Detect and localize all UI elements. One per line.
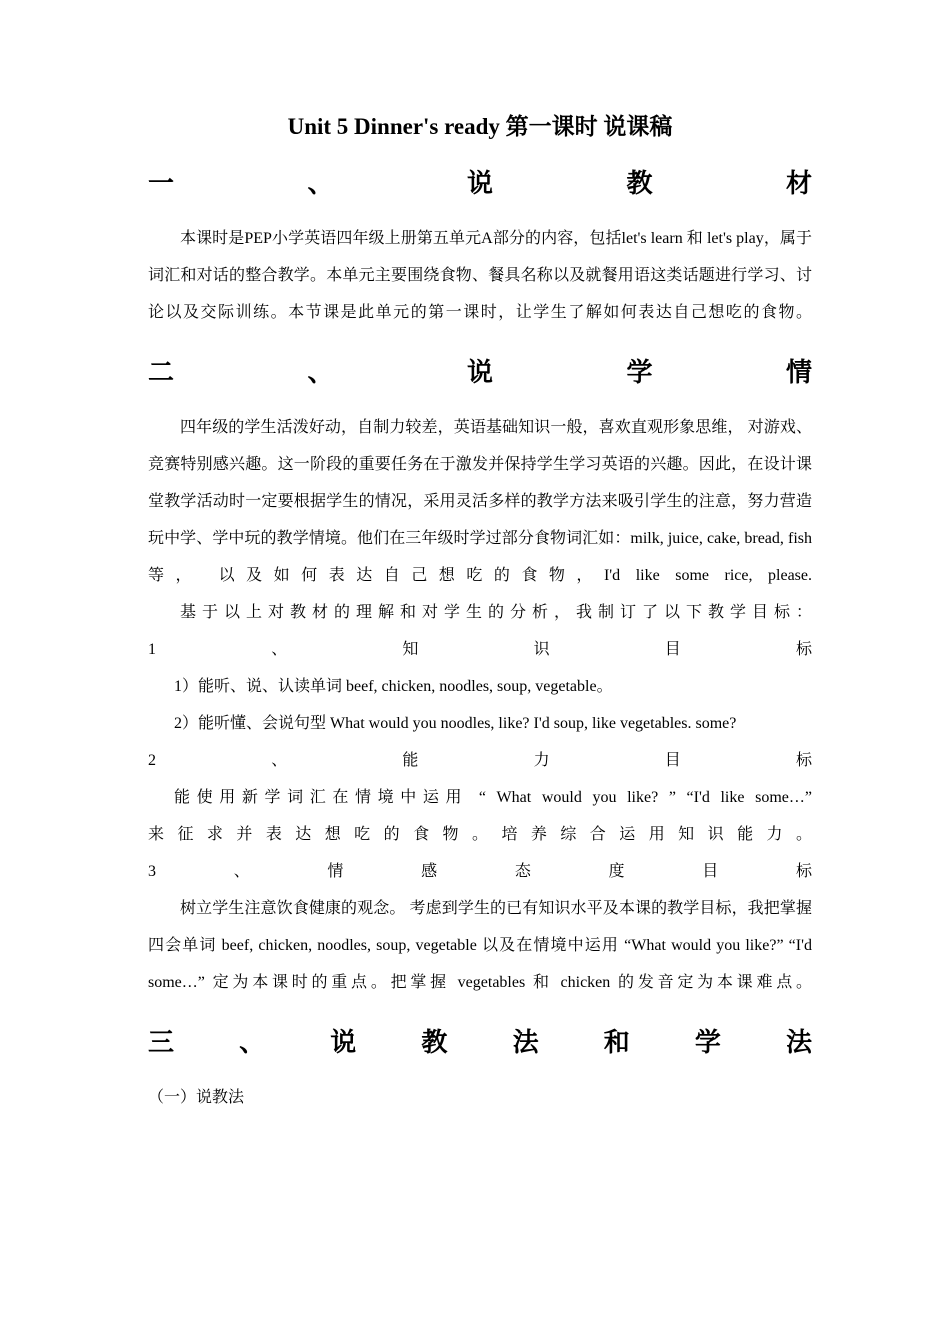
goal2-text-line1: 能使用新学词汇在情境中运用 “ What would you like? ” “I'd like some…”	[174, 789, 812, 806]
section3-heading: 三、说教法和学法	[148, 1028, 812, 1057]
section3-paragraph: （一）说教法	[148, 1089, 245, 1106]
teaching-goals-intro: 基于以上对教材的理解和对学生的分析，我制订了以下教学目标：	[180, 604, 812, 621]
goal3-heading: 3、情感态度目标	[148, 863, 812, 880]
goal1-item1: 1）能听、说、认读单词 beef, chicken, noodles, soup, vegetable。	[174, 678, 613, 695]
goal3-text: 树立学生注意饮食健康的观念。 考虑到学生的已有知识水平及本课的教学目标，我把掌握四会单词 beef, chicken, noodles, soup, vegetable 以及在情境中运用 “What would you like?” “I'd some…” 定为本课时的重点。把掌握 vegetables 和 chicken 的发音定为本课难点。	[148, 900, 812, 991]
document-title: Unit 5 Dinner's ready 第一课时 说课稿	[287, 114, 673, 139]
goal2-text-line2: 来征求并表达想吃的食物。培养综合运用知识能力。	[148, 826, 812, 843]
goal2-heading: 2、能力目标	[148, 752, 812, 769]
section2-paragraph: 四年级的学生活泼好动，自制力较差，英语基础知识一般，喜欢直观形象思维， 对游戏、竞赛特别感兴趣。这一阶段的重要任务在于激发并保持学生学习英语的兴趣。因此，在设计课堂教学活动时一定要根据学生的情况，采用灵活多样的教学方法来吸引学生的注意，努力营造玩中学、学中玩的教学情境。他们在三年级时学过部分食物词汇如：milk, juice, cake, bread, fish 等， 以及如何表达自己想吃的食物，I'd like some rice, please.	[148, 419, 812, 584]
section1-heading: 一、说教材	[148, 169, 812, 198]
goal1-heading: 1、知识目标	[148, 641, 812, 658]
section2-heading: 二、说学情	[148, 358, 812, 387]
section1-paragraph: 本课时是PEP小学英语四年级上册第五单元A部分的内容，包括let's learn 和 let's play，属于词汇和对话的整合教学。本单元主要围绕食物、餐具名称以及就餐用语这类话题进行学习、讨论以及交际训练。本节课是此单元的第一课时，让学生了解如何表达自己想吃的食物。	[148, 230, 812, 321]
goal1-item2: 2）能听懂、会说句型 What would you noodles, like? I'd soup, like vegetables. some?	[174, 715, 737, 732]
